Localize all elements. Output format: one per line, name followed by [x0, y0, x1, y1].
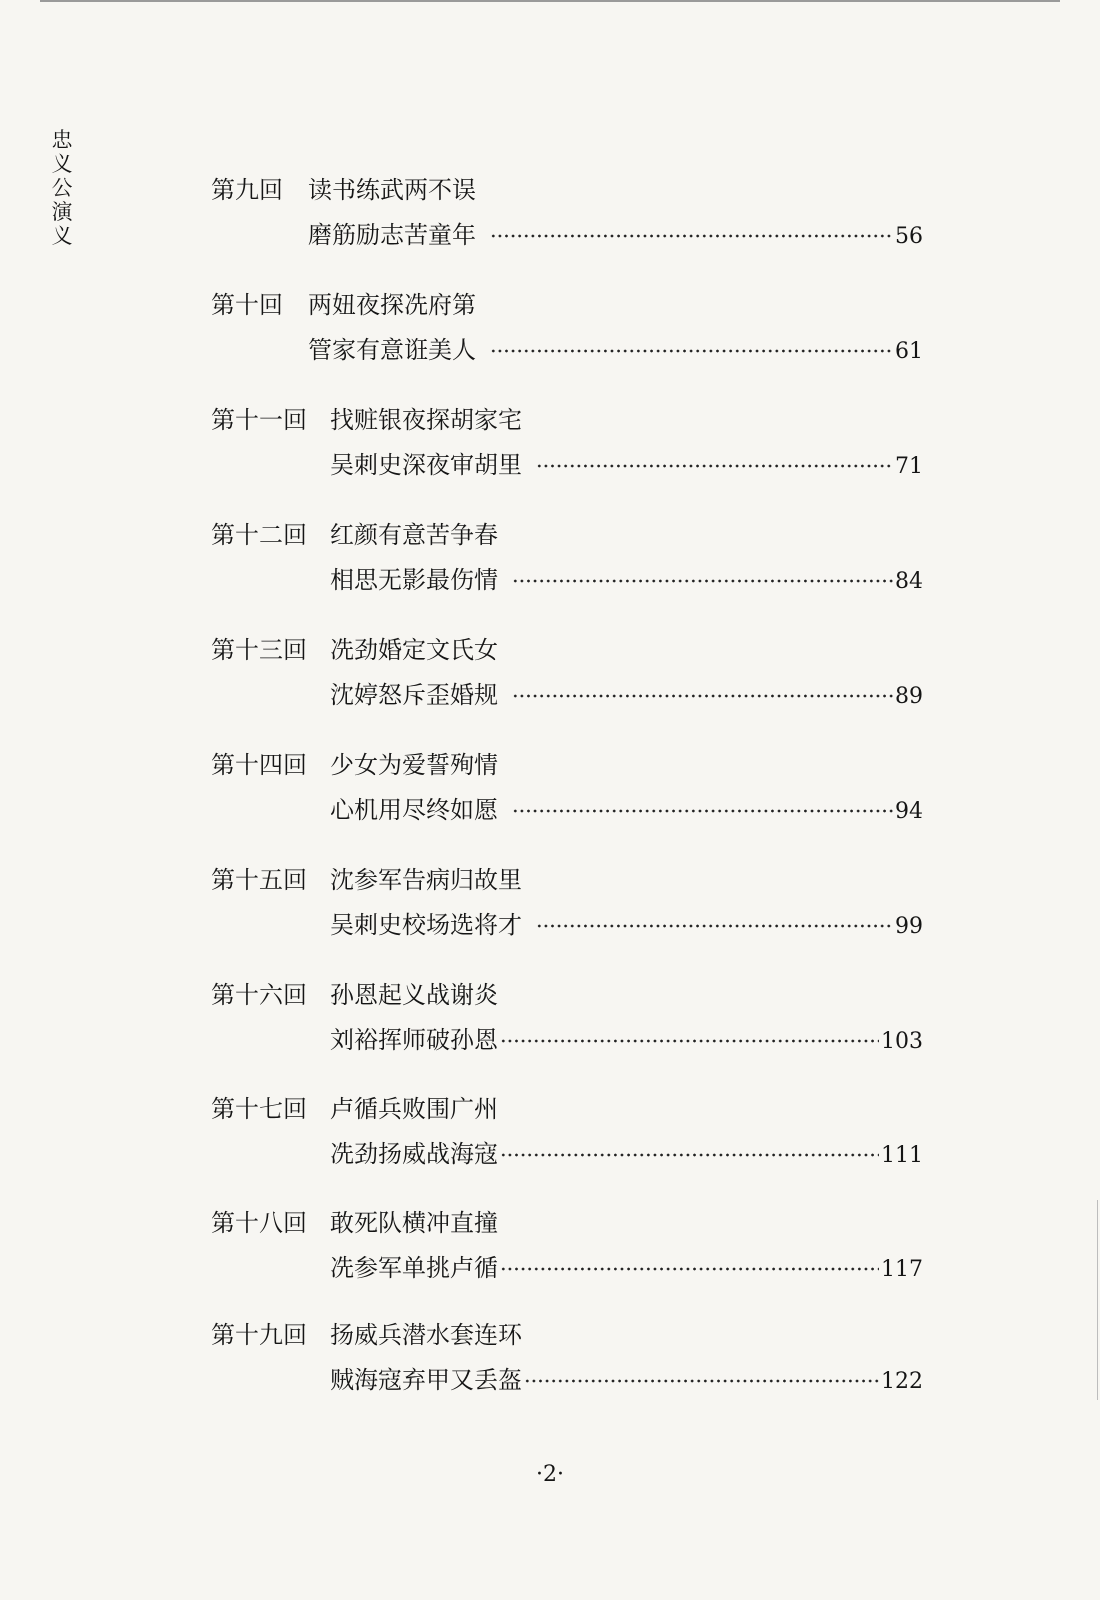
toc-entry [0, 1320, 1100, 1410]
chapter-title-line2: 吴刺史校场选将才 [330, 911, 522, 939]
dot-leader [536, 443, 893, 473]
dot-leader [512, 673, 893, 703]
chapter-title-line1: 扬威兵潜水套连环 [330, 1321, 522, 1349]
chapter-title-line2: 磨筋励志苦童年 [308, 221, 476, 249]
page-number: 71 [895, 454, 923, 479]
chapter-title-line1: 两妞夜探冼府第 [308, 291, 476, 319]
toc-entry [0, 1094, 1100, 1184]
chapter-title-line2: 沈婷怒斥歪婚规 [330, 681, 498, 709]
dot-leader [524, 1358, 879, 1388]
dot-leader [512, 558, 893, 588]
chapter-title-line1: 孙恩起义战谢炎 [330, 981, 498, 1009]
dot-leader [500, 1246, 879, 1276]
chapter-title-line1: 沈参军告病归故里 [330, 866, 522, 894]
chapter-title-line2-row [330, 1018, 923, 1054]
chapter-title-line2: 心机用尽终如愿 [330, 796, 498, 824]
chapter-number: 第十四回 [211, 751, 307, 779]
chapter-title-line2-row [330, 558, 923, 594]
chapter-title-line2: 冼劲扬威战海寇 [330, 1140, 498, 1168]
chapter-title-line2-row [330, 443, 923, 479]
chapter-title-line1: 卢循兵败围广州 [330, 1095, 498, 1123]
chapter-number: 第十九回 [211, 1321, 307, 1349]
chapter-title-line2: 管家有意诳美人 [308, 336, 476, 364]
chapter-title-line2-row [330, 1358, 923, 1394]
dot-leader [536, 903, 893, 933]
chapter-title-line2: 冼参军单挑卢循 [330, 1254, 498, 1282]
page-number: 99 [895, 914, 923, 939]
toc-entry [0, 175, 1100, 265]
chapter-title-line2: 相思无影最伤情 [330, 566, 498, 594]
chapter-title-line2-row [330, 903, 923, 939]
chapter-title-line1: 敢死队横冲直撞 [330, 1209, 498, 1237]
page-number: 56 [895, 224, 923, 249]
toc-entry [0, 290, 1100, 380]
chapter-number: 第十三回 [211, 636, 307, 664]
page-number: 122 [881, 1369, 923, 1394]
chapter-title-line1: 少女为爱誓殉情 [330, 751, 498, 779]
page-number: 61 [895, 339, 923, 364]
toc-entry [0, 980, 1100, 1070]
chapter-number: 第十回 [211, 291, 283, 319]
chapter-title-line2-row [330, 1246, 923, 1282]
page-number: 84 [895, 569, 923, 594]
chapter-title-line2: 吴刺史深夜审胡里 [330, 451, 522, 479]
toc-entry [0, 1208, 1100, 1298]
chapter-title-line2: 贼海寇弃甲又丢盔 [330, 1366, 522, 1394]
chapter-title-line1: 读书练武两不误 [308, 176, 476, 204]
toc-entry [0, 750, 1100, 840]
chapter-title-line2: 刘裕挥师破孙恩 [330, 1026, 498, 1054]
chapter-title-line1: 找赃银夜探胡家宅 [330, 406, 522, 434]
dot-leader [512, 788, 893, 818]
chapter-title-line2-row [330, 673, 923, 709]
chapter-title-line2-row [308, 328, 923, 364]
dot-leader [490, 328, 893, 358]
chapter-title-line2-row [330, 1132, 923, 1168]
toc-entry [0, 865, 1100, 955]
chapter-number: 第十八回 [211, 1209, 307, 1237]
toc-entry [0, 635, 1100, 725]
chapter-number: 第十一回 [211, 406, 307, 434]
chapter-title-line1: 红颜有意苦争春 [330, 521, 498, 549]
toc-entry [0, 520, 1100, 610]
page-number: 111 [881, 1143, 923, 1168]
dot-leader [500, 1018, 879, 1048]
chapter-title-line1: 冼劲婚定文氏女 [330, 636, 498, 664]
page-number: 94 [895, 799, 923, 824]
page-number: 89 [895, 684, 923, 709]
page-folio: ·2· [536, 1462, 564, 1487]
dot-leader [500, 1132, 879, 1162]
chapter-number: 第十六回 [211, 981, 307, 1009]
chapter-number: 第九回 [211, 176, 283, 204]
running-head: 忠义公演义 [51, 128, 73, 248]
chapter-number: 第十五回 [211, 866, 307, 894]
chapter-number: 第十二回 [211, 521, 307, 549]
chapter-title-line2-row [308, 213, 923, 249]
page-number: 103 [881, 1029, 923, 1054]
chapter-title-line2-row [330, 788, 923, 824]
page-number: 117 [881, 1257, 923, 1282]
chapter-number: 第十七回 [211, 1095, 307, 1123]
dot-leader [490, 213, 893, 243]
toc-entry [0, 405, 1100, 495]
